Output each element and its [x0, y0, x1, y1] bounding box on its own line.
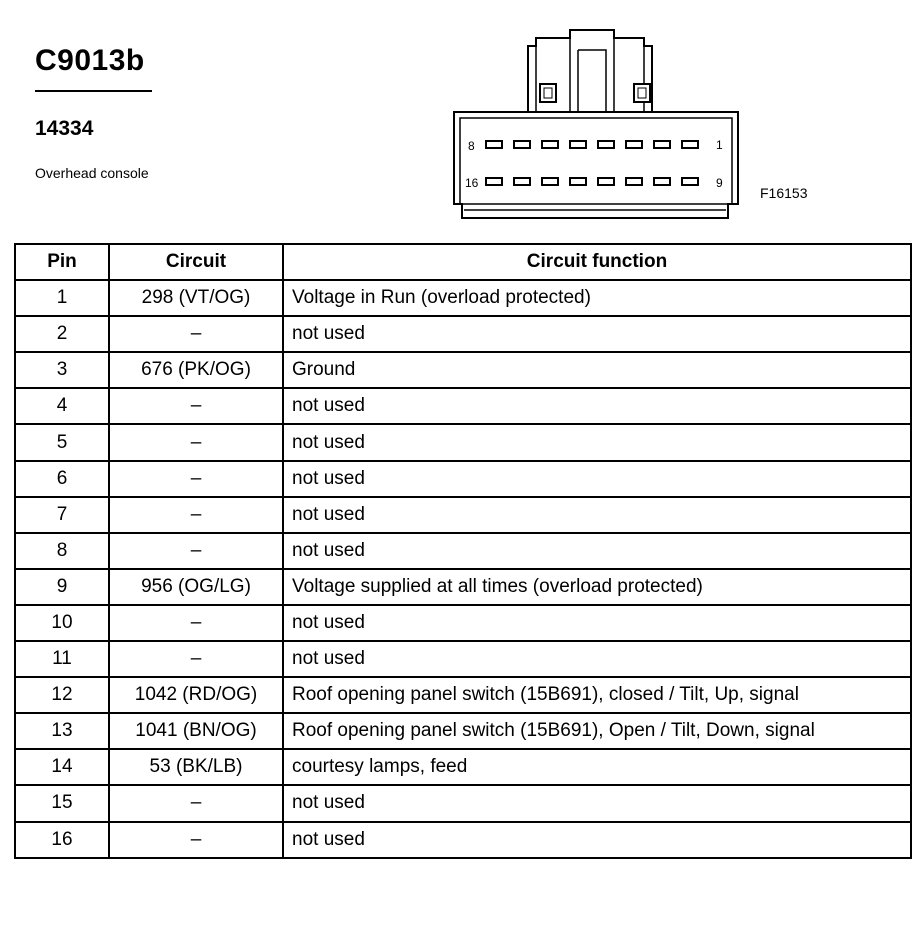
pin-cell: 12	[15, 677, 109, 713]
connector-face-diagram	[448, 26, 748, 226]
table-row	[15, 424, 911, 460]
circuit-cell: –	[109, 533, 283, 569]
function-cell: Ground	[283, 352, 911, 388]
pin-cell: 5	[15, 424, 109, 460]
circuit-cell: –	[109, 605, 283, 641]
function-cell: not used	[283, 497, 911, 533]
function-cell: Voltage supplied at all times (overload protected)	[283, 569, 911, 605]
header-circuit-function: Circuit function	[283, 244, 911, 280]
function-cell: Roof opening panel switch (15B691), Open / Tilt, Down, signal	[283, 713, 911, 749]
table-row	[15, 352, 911, 388]
circuit-cell: –	[109, 822, 283, 858]
circuit-cell: –	[109, 461, 283, 497]
pin-cell: 4	[15, 388, 109, 424]
circuit-cell: 676 (PK/OG)	[109, 352, 283, 388]
table-header-row	[15, 244, 911, 280]
pin-cell: 15	[15, 785, 109, 821]
circuit-cell: 956 (OG/LG)	[109, 569, 283, 605]
circuit-cell: –	[109, 316, 283, 352]
pin-label-8: 8	[468, 139, 475, 153]
pin-cell: 2	[15, 316, 109, 352]
figure-id: F16153	[760, 185, 808, 201]
pinout-table	[14, 243, 912, 859]
circuit-cell: 298 (VT/OG)	[109, 280, 283, 316]
circuit-cell: –	[109, 388, 283, 424]
table-row	[15, 316, 911, 352]
pin-cell: 14	[15, 749, 109, 785]
pinout-rows	[15, 280, 911, 858]
title-underline	[35, 90, 152, 92]
pin-cell: 8	[15, 533, 109, 569]
pin-label-16: 16	[465, 176, 479, 190]
function-cell: Roof opening panel switch (15B691), closed / Tilt, Up, signal	[283, 677, 911, 713]
pin-cell: 13	[15, 713, 109, 749]
pin-cell: 16	[15, 822, 109, 858]
function-cell: not used	[283, 388, 911, 424]
circuit-cell: 1041 (BN/OG)	[109, 713, 283, 749]
table-row	[15, 713, 911, 749]
function-cell: not used	[283, 461, 911, 497]
circuit-cell: 53 (BK/LB)	[109, 749, 283, 785]
circuit-cell: 1042 (RD/OG)	[109, 677, 283, 713]
function-cell: not used	[283, 641, 911, 677]
table-row	[15, 569, 911, 605]
table-row	[15, 605, 911, 641]
pin-label-9: 9	[716, 176, 723, 190]
table-row	[15, 388, 911, 424]
function-cell: courtesy lamps, feed	[283, 749, 911, 785]
table-row	[15, 641, 911, 677]
pin-cell: 10	[15, 605, 109, 641]
table-row	[15, 497, 911, 533]
pin-cell: 6	[15, 461, 109, 497]
table-row	[15, 461, 911, 497]
circuit-cell: –	[109, 424, 283, 460]
function-cell: not used	[283, 785, 911, 821]
function-cell: Voltage in Run (overload protected)	[283, 280, 911, 316]
header-circuit: Circuit	[109, 244, 283, 280]
pin-cell: 3	[15, 352, 109, 388]
circuit-cell: –	[109, 497, 283, 533]
function-cell: not used	[283, 605, 911, 641]
table-row	[15, 533, 911, 569]
table-row	[15, 749, 911, 785]
table-row	[15, 785, 911, 821]
circuit-cell: –	[109, 641, 283, 677]
circuit-cell: –	[109, 785, 283, 821]
function-cell: not used	[283, 533, 911, 569]
part-number: 14334	[35, 117, 94, 140]
pin-cell: 9	[15, 569, 109, 605]
function-cell: not used	[283, 822, 911, 858]
connector-id-title: C9013b	[35, 44, 145, 77]
table-row	[15, 280, 911, 316]
pin-cell: 7	[15, 497, 109, 533]
pin-cell: 11	[15, 641, 109, 677]
connector-location: Overhead console	[35, 165, 149, 181]
function-cell: not used	[283, 424, 911, 460]
pin-cell: 1	[15, 280, 109, 316]
table-row	[15, 822, 911, 858]
pin-label-1: 1	[716, 138, 723, 152]
header-pin: Pin	[15, 244, 109, 280]
table-row	[15, 677, 911, 713]
function-cell: not used	[283, 316, 911, 352]
